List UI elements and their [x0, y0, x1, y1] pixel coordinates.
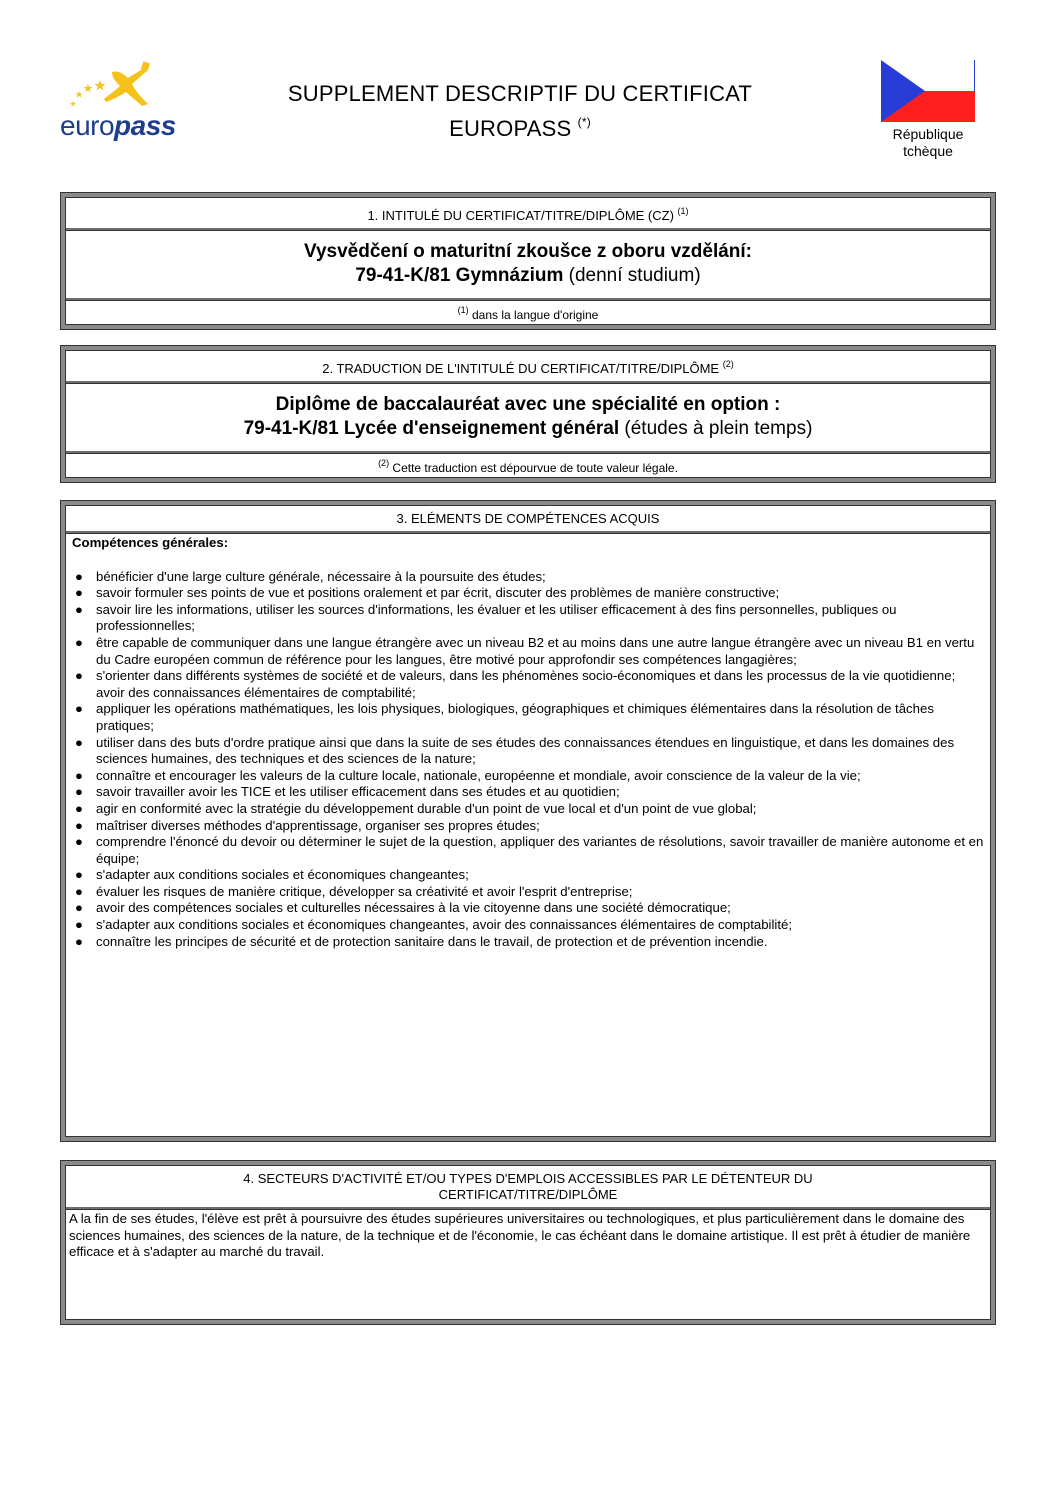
bullet-icon: ● — [75, 917, 83, 933]
section-2-title — [66, 383, 990, 453]
country-name-line-1: République — [892, 126, 964, 142]
bullet-icon: ● — [75, 817, 83, 833]
section-3-competences — [60, 500, 996, 1142]
section-4-heading-line-1: 4. SECTEURS D'ACTIVITÉ ET/OU TYPES D'EMPLOIS ACCESSIBLES PAR LE DÉTENTEUR DU — [243, 1171, 813, 1186]
list-item: ● savoir formuler ses points de vue et positions oralement et par écrit, discuter des problèmes de manière constructive; — [75, 585, 780, 601]
bullet-icon: ● — [75, 800, 83, 816]
section-2-translated-title — [60, 345, 996, 483]
list-item: ● bénéficier d'une large culture générale, nécessaire à la poursuite des études; — [75, 568, 546, 584]
list-item: ● agir en conformité avec la stratégie du développement durable d'un point de vue local et d'un point de vue global; — [75, 800, 757, 816]
list-item: ● s'adapter aux conditions sociales et économiques changeantes, avoir des connaissances élémentaires de comptabilité; — [75, 917, 793, 933]
list-item: ● s'adapter aux conditions sociales et économiques changeantes; — [75, 867, 469, 883]
logo-text-pass: pass — [114, 110, 176, 141]
europass-figure-icon — [52, 58, 192, 118]
original-title-line-2: 79-41-K/81 Gymnázium — [355, 265, 564, 286]
list-item: ● avoir des compétences sociales et culturelles nécessaires à la vie citoyenne dans une société démocratique; — [75, 900, 731, 916]
list-item: ● être capable de communiquer dans une langue étrangère avec un niveau B2 et au moins dans une autre langue étrangère avec un niveau B1 en vertu du Cadre européen commun de référence pour les langues, être motivé pour approfondir ses compétences langagières; — [75, 634, 975, 667]
czech-flag-icon — [881, 60, 975, 122]
bullet-icon: ● — [75, 701, 83, 717]
list-item: ● connaître les principes de sécurité et de protection sanitaire dans le travail, de protection et de prévention incendie. — [75, 933, 768, 949]
europass-logo — [52, 58, 192, 148]
list-item: ● savoir travailler avoir les TICE et les utiliser efficacement dans ses études et au quotidien; — [75, 784, 620, 800]
footnote-marker: (1) — [677, 206, 689, 216]
country-flag-block — [878, 60, 978, 160]
bullet-icon: ● — [75, 883, 83, 899]
bullet-icon: ● — [75, 900, 83, 916]
list-item: ● connaître et encourager les valeurs de la culture locale, nationale, européenne et mondiale, avoir conscience de la valeur de la vie; — [75, 767, 861, 783]
footnote-marker: (2) — [378, 458, 390, 468]
section-4-content — [66, 1209, 990, 1319]
bullet-icon: ● — [75, 767, 83, 783]
title-line-2: EUROPASS (*) — [449, 115, 591, 141]
section-4-heading-line-2: CERTIFICAT/TITRE/DIPLÔME — [438, 1187, 618, 1202]
section-2-note: $^{(2)}$ Cette traduction est dépourvue de toute valeur légale. — [378, 458, 678, 475]
bullet-icon: ● — [75, 585, 83, 601]
list-item: ● s'orienter dans différents systèmes de société et de valeurs, dans les phénomènes socio-économiques et dans les processus de la vie quotidienne; avoir des connaissances élémentaires de comptabilité; — [75, 668, 956, 700]
bullet-icon: ● — [75, 784, 83, 800]
section-1-heading: 1. INTITULÉ DU CERTIFICAT/TITRE/DIPLÔME (CZ) $^{(1)}$ — [66, 198, 990, 230]
list-item: ● comprendre l'énoncé du devoir ou déterminer le sujet de la question, appliquer des variantes de résolutions, savoir travailler de manière autonome et en équipe; — [75, 834, 984, 866]
bullet-icon: ● — [75, 601, 83, 617]
translated-title-line-2: 79-41-K/81 Lycée d'enseignement général — [243, 418, 620, 439]
bullet-icon: ● — [75, 734, 83, 750]
study-mode: (études à plein temps) — [624, 418, 813, 439]
country-name-line-2: tchèque — [903, 143, 953, 159]
logo-text-euro: euro — [60, 110, 115, 141]
occupations-text: A la fin de ses études, l'élève est prêt à poursuivre des études supérieures universitaires ou technologiques, et plus particulièrement dans le domaine des sciences humaines, des sciences de la nature, de la technique et de l'économie, le cas échéant dans le domaine artistique. Il est prêt à étudier de manière efficace et à s'adapter au marché du travail. — [69, 1211, 971, 1260]
list-item: ● utiliser dans des buts d'ordre pratique ainsi que dans la suite de ses études des connaissances étendues en linguistique, et dans les domaines des sciences humaines, des techniques et des sciences de la nature; — [75, 734, 955, 767]
title-line-1: SUPPLEMENT DESCRIPTIF DU CERTIFICAT — [287, 81, 753, 106]
footnote-marker: (1) — [457, 305, 469, 315]
page-title — [230, 80, 810, 143]
bullet-icon: ● — [75, 834, 83, 850]
translated-title-line-1: Diplôme de baccalauréat avec une spécialité en option : — [275, 394, 781, 415]
section-3-heading: 3. ELÉMENTS DE COMPÉTENCES ACQUIS — [66, 506, 990, 533]
section-4-occupations — [60, 1160, 996, 1325]
section-2-heading: 2. TRADUCTION DE L'INTITULÉ DU CERTIFICAT/TITRE/DIPLÔME $^{(2)}$ — [66, 351, 990, 383]
section-1-certificate-title — [60, 192, 996, 330]
list-item: ● savoir lire les informations, utiliser les sources d'informations, les évaluer et les utiliser efficacement à des fins personnelles, publiques ou professionnelles; — [75, 601, 897, 634]
bullet-icon: ● — [75, 568, 83, 584]
section-3-content — [66, 533, 990, 1136]
europass-wordmark — [60, 110, 176, 142]
list-item: ● appliquer les opérations mathématiques, les lois physiques, biologiques, géographiques et chimiques élémentaires dans la résolution de tâches pratiques; — [75, 701, 934, 733]
competences-list — [72, 569, 984, 951]
bullet-icon: ● — [75, 668, 83, 684]
section-1-note: $^{(1)}$ dans la langue d'origine — [457, 305, 599, 322]
list-item: ● évaluer les risques de manière critique, développer sa créativité et avoir l'esprit d'entreprise; — [75, 883, 633, 899]
country-name — [878, 126, 978, 160]
list-item: ● maîtriser diverses méthodes d'apprentissage, organiser ses propres études; — [75, 817, 540, 833]
bullet-icon: ● — [75, 634, 83, 650]
competences-subheading: Compétences générales: — [72, 535, 229, 550]
bullet-icon: ● — [75, 867, 83, 883]
section-4-heading — [66, 1166, 990, 1209]
study-mode: (denní studium) — [568, 265, 701, 286]
section-1-title — [66, 230, 990, 300]
footnote-marker: (2) — [722, 359, 734, 369]
title-footnote-marker: (*) — [577, 115, 591, 129]
bullet-icon: ● — [75, 933, 83, 949]
original-title-line-1: Vysvědčení o maturitní zkoušce z oboru vzdělání: — [303, 241, 752, 262]
